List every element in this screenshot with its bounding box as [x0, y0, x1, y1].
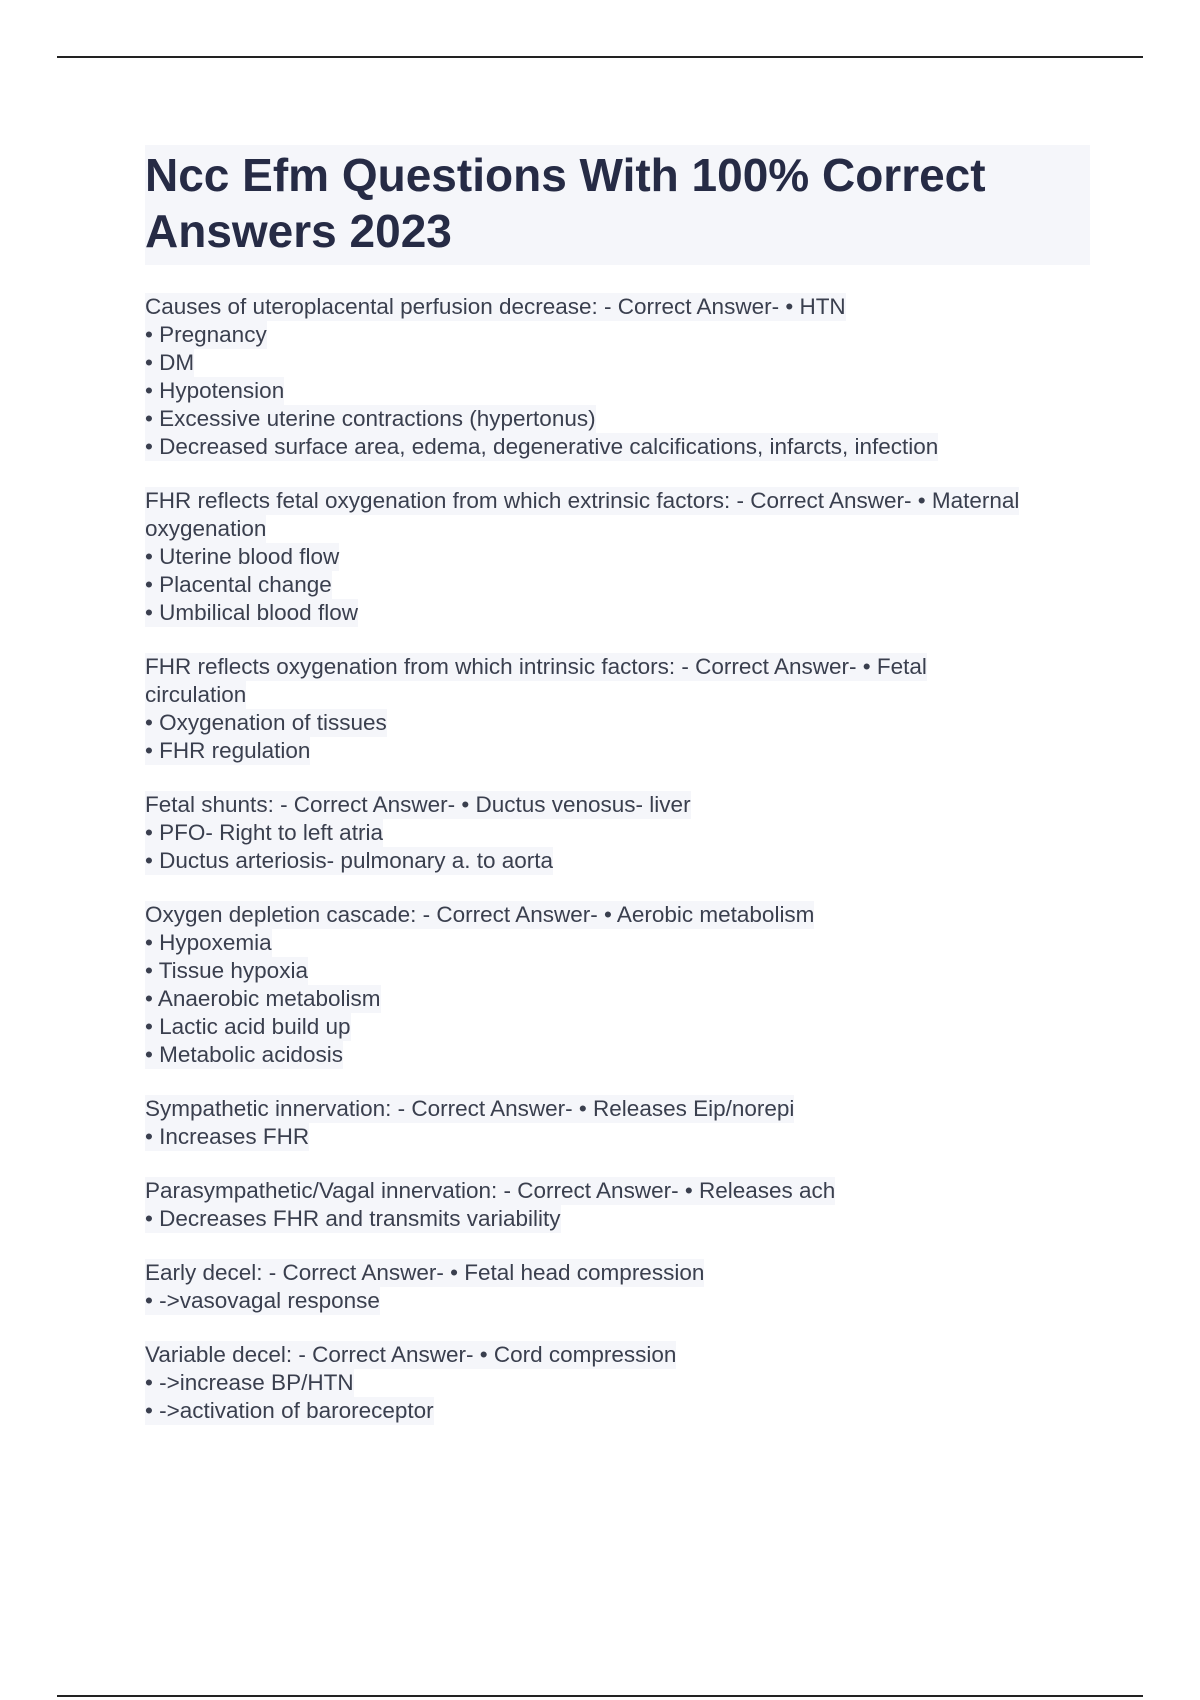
qa-question-line: FHR reflects oxygenation from which intrinsic factors: - Correct Answer- • Fetal: [145, 654, 927, 679]
qa-answer-line: • Tissue hypoxia: [145, 958, 308, 983]
qa-answer-line: • Ductus arteriosis- pulmonary a. to aorta: [145, 848, 554, 873]
document-body: [145, 145, 1090, 1451]
qa-item: [145, 487, 1090, 627]
qa-answer-line: • Hypotension: [145, 378, 285, 403]
qa-question-line: Fetal shunts: - Correct Answer- • Ductus venosus- liver: [145, 792, 691, 817]
qa-item: [145, 293, 1090, 461]
qa-item: [145, 791, 1090, 875]
page-title: [145, 147, 1090, 259]
qa-answer-line: circulation: [145, 682, 247, 707]
qa-answer-line: • Lactic acid build up: [145, 1014, 351, 1039]
qa-item: [145, 1341, 1090, 1425]
qa-question-line: Variable decel: - Correct Answer- • Cord compression: [145, 1342, 677, 1367]
qa-item: [145, 653, 1090, 765]
qa-item: [145, 1095, 1090, 1151]
qa-answer-line: • Increases FHR: [145, 1124, 310, 1149]
qa-answer-line: • Uterine blood flow: [145, 544, 340, 569]
qa-answer-line: • ->increase BP/HTN: [145, 1370, 354, 1395]
qa-question-line: Oxygen depletion cascade: - Correct Answer- • Aerobic metabolism: [145, 902, 815, 927]
qa-answer-line: • Excessive uterine contractions (hypertonus): [145, 406, 596, 431]
header-rule: [57, 56, 1143, 58]
title-line: Ncc Efm Questions With 100% Correct: [145, 149, 986, 201]
qa-item: [145, 1177, 1090, 1233]
qa-answer-line: • Decreased surface area, edema, degenerative calcifications, infarcts, infection: [145, 434, 939, 459]
qa-question-line: FHR reflects fetal oxygenation from which extrinsic factors: - Correct Answer- • Maternal: [145, 488, 1020, 513]
qa-answer-line: • Placental change: [145, 572, 332, 597]
title-block: [145, 145, 1090, 265]
qa-answer-line: • Hypoxemia: [145, 930, 272, 955]
qa-answer-line: • ->vasovagal response: [145, 1288, 380, 1313]
qa-question-line: Parasympathetic/Vagal innervation: - Correct Answer- • Releases ach: [145, 1178, 836, 1203]
qa-answer-line: • Metabolic acidosis: [145, 1042, 343, 1067]
qa-answer-line: oxygenation: [145, 516, 267, 541]
qa-answer-line: • Umbilical blood flow: [145, 600, 358, 625]
qa-question-line: Causes of uteroplacental perfusion decrease: - Correct Answer- • HTN: [145, 294, 846, 319]
qa-list: [145, 293, 1090, 1425]
qa-question-line: Sympathetic innervation: - Correct Answer- • Releases Eip/norepi: [145, 1096, 795, 1121]
title-line: Answers 2023: [145, 205, 452, 257]
qa-answer-line: • PFO- Right to left atria: [145, 820, 383, 845]
qa-item: [145, 1259, 1090, 1315]
qa-answer-line: • Pregnancy: [145, 322, 267, 347]
qa-answer-line: • ->activation of baroreceptor: [145, 1398, 434, 1423]
footer-rule: [57, 1695, 1143, 1697]
qa-question-line: Early decel: - Correct Answer- • Fetal head compression: [145, 1260, 705, 1285]
qa-answer-line: • Decreases FHR and transmits variability: [145, 1206, 561, 1231]
qa-item: [145, 901, 1090, 1069]
qa-answer-line: • FHR regulation: [145, 738, 311, 763]
qa-answer-line: • Oxygenation of tissues: [145, 710, 387, 735]
qa-answer-line: • Anaerobic metabolism: [145, 986, 381, 1011]
qa-answer-line: • DM: [145, 350, 195, 375]
